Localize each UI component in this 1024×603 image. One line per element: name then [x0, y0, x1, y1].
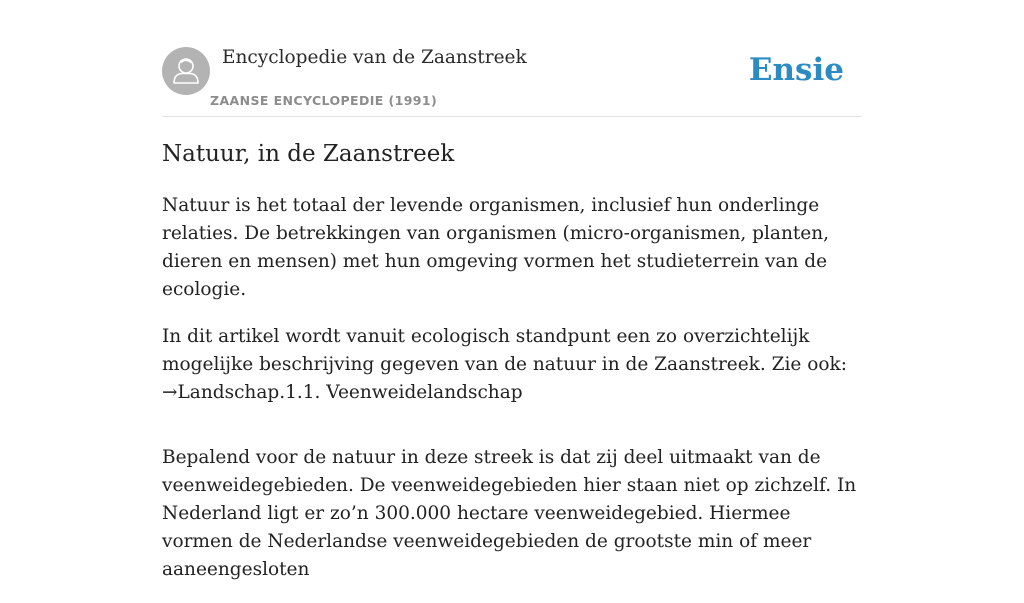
page-title: Natuur, in de Zaanstreek [162, 141, 455, 167]
cross-reference-link[interactable]: →Landschap.1.1. Veenweidelandschap [162, 382, 523, 403]
article-paragraph: Bepalend voor de natuur in deze streek is dat zij deel uitmaakt van de veenweidegebieden. De veenweidegebieden hier staan niet op zichzelf. In Nederland ligt er zo’n 300.000 hectare veenweidegebied. Hiermee vormen de Nederlandse veenweidegebieden de grootste min of meer aaneengesloten [162, 447, 857, 580]
avatar[interactable] [162, 47, 210, 95]
article-paragraph: Natuur is het totaal der levende organismen, inclusief hun onderlinge relaties. De betrekkingen van organismen (micro-organismen, planten, dieren en mensen) met hun omgeving vormen het studieterrein van de ecologie. [162, 195, 830, 300]
ensie-logo[interactable]: Ensie [748, 52, 844, 88]
source-header [162, 46, 862, 117]
paragraph-text: In dit artikel wordt vanuit ecologisch standpunt een zo overzichtelijk mogelijke beschrijving gegeven van de natuur in de Zaanstreek. Zie ook: [162, 326, 847, 375]
article-paragraph [162, 323, 862, 407]
user-silhouette-icon [162, 47, 210, 95]
source-title[interactable]: Encyclopedie van de Zaanstreek [222, 47, 527, 68]
source-subtitle: ZAANSE ENCYCLOPEDIE (1991) [210, 93, 438, 108]
article [162, 138, 862, 603]
